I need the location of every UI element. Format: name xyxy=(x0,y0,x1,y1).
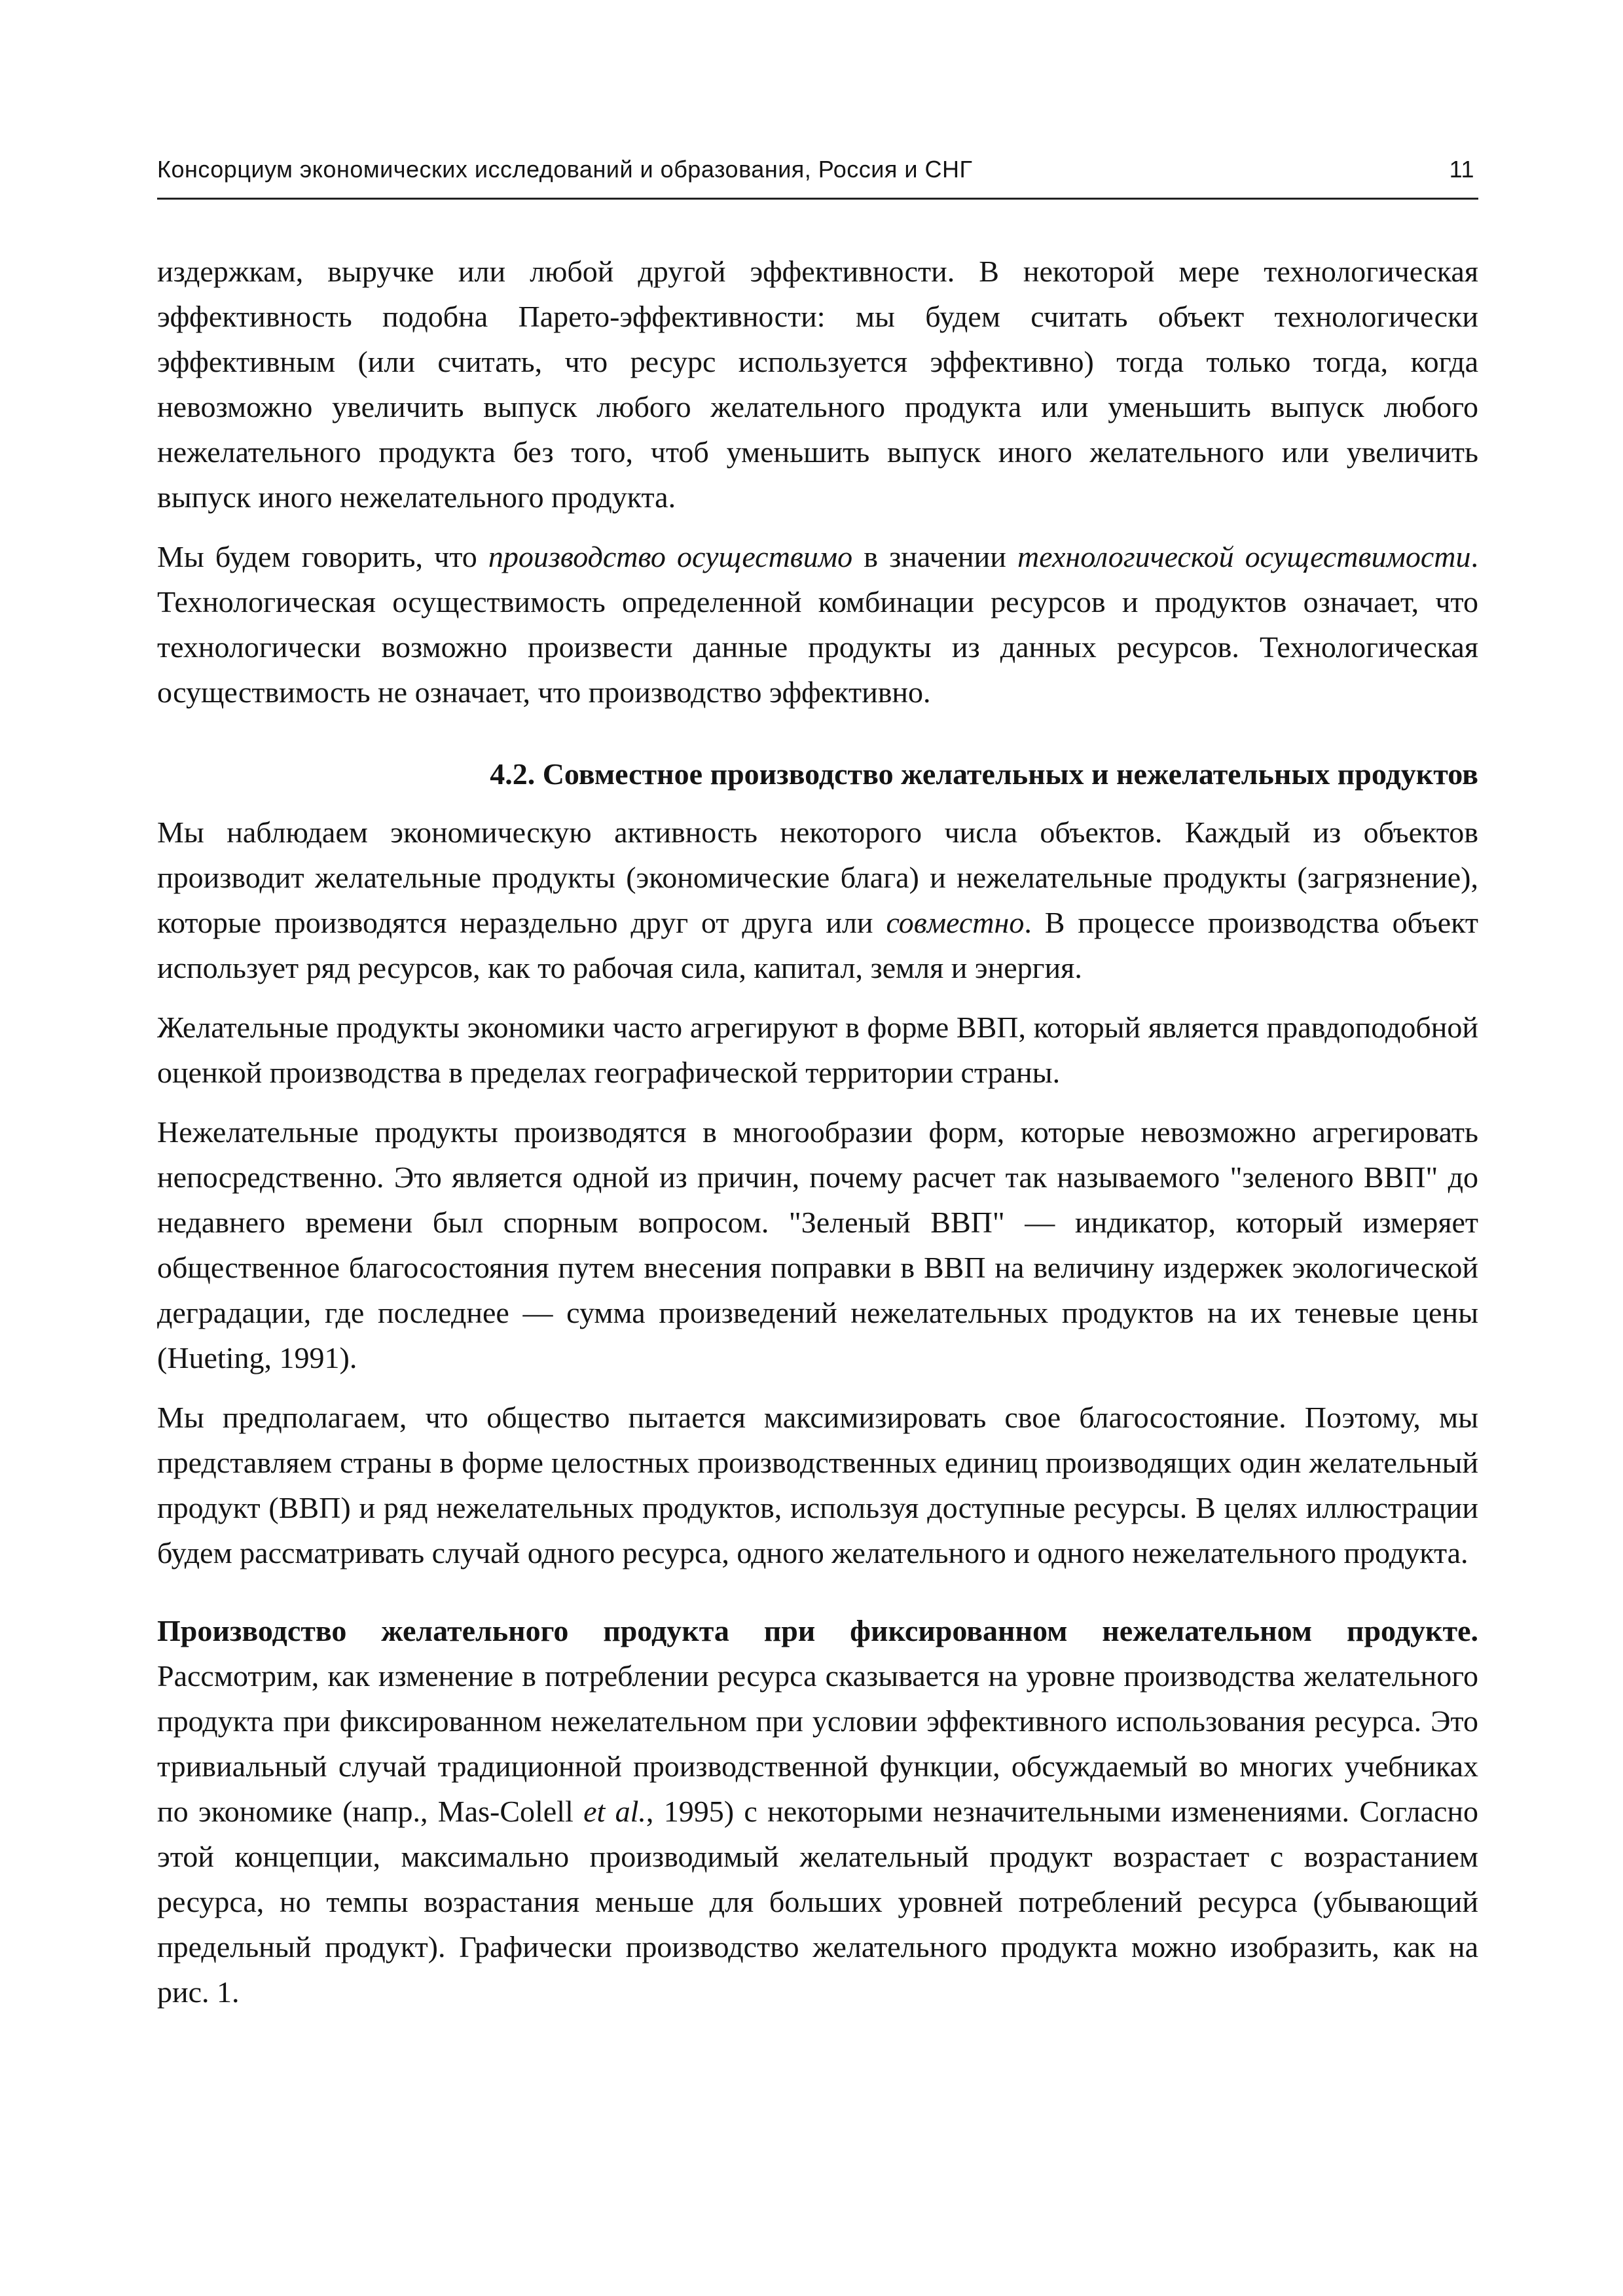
paragraph-2-text-c: . Технологическая осуществимость определенной комбинации ресурсов и продуктов означает, что технологически возможно произвести данные продукты из данных ресурсов. Технологическая осуществимость не означает, что производство эффективно. xyxy=(157,540,1478,709)
body-text xyxy=(157,249,1478,2029)
paragraph-5-text: Нежелательные продукты производятся в многообразии форм, которые невозможно агрегировать непосредственно. Это является одной из причин, почему расчет так называемого "зеленого ВВП" до недавнего времени был спорным вопросом. "Зеленый ВВП" — индикатор, который измеряет общественное благосостояния путем внесения поправки в ВВП на величину издержек экологической деградации, где последнее — сумма произведений нежелательных продуктов на их теневые цены (Hueting, 1991). xyxy=(157,1115,1478,1374)
paragraph-2-text-b: в значении xyxy=(852,540,1017,573)
paragraph-6 xyxy=(157,1395,1478,1575)
term-et-al: et al. xyxy=(583,1795,646,1828)
paragraph-3 xyxy=(157,810,1478,990)
paragraph-4-text: Желательные продукты экономики часто агрегируют в форме ВВП, который является правдоподобной оценкой производства в пределах географической территории страны. xyxy=(157,1011,1478,1089)
paragraph-3-text-a: Мы наблюдаем экономическую активность некоторого числа объектов. Каждый из объектов производит желательные продукты (экономические блага) и нежелательные продукты (загрязнение), которые производятся нераздельно друг от друга или xyxy=(157,816,1478,939)
paragraph-2-text-a: Мы будем говорить, что xyxy=(157,540,488,573)
paragraph-5 xyxy=(157,1109,1478,1380)
term-jointly: совместно xyxy=(886,906,1025,939)
paragraph-4 xyxy=(157,1005,1478,1095)
paragraph-3-text-b: . В процессе производства объект использует ряд ресурсов, как то рабочая сила, капитал, земля и энергия. xyxy=(157,906,1478,984)
paragraph-6-text: Мы предполагаем, что общество пытается максимизировать свое благосостояние. Поэтому, мы представляем страны в форме целостных производственных единиц производящих один желательный продукт (ВВП) и ряд нежелательных продуктов, используя доступные ресурсы. В целях иллюстрации будем рассматривать случай одного ресурса, одного желательного и одного нежелательного продукта. xyxy=(157,1401,1478,1570)
term-feasible-production: производство осуществимо xyxy=(488,540,853,573)
paragraph-7-lead: Производство желательного продукта при фиксированном нежелательном продукте. xyxy=(157,1614,1478,1647)
document-page xyxy=(157,0,1478,2296)
paragraph-1-text: издержкам, выручке или любой другой эффективности. В некоторой мере технологическая эффективность подобна Парето-эффективности: мы будем считать объект технологически эффективным (или считать, что ресурс используется эффективно) тогда только тогда, когда невозможно увеличить выпуск любого желательного продукта или уменьшить выпуск любого нежелательного продукта без того, чтоб уменьшить выпуск иного желательного или увеличить выпуск иного нежелательного продукта. xyxy=(157,255,1478,514)
section-heading: 4.2. Совместное производство желательных и нежелательных продуктов xyxy=(490,757,1478,791)
paragraph-1 xyxy=(157,249,1478,520)
paragraph-7 xyxy=(157,1608,1478,2015)
header-title: Консорциум экономических исследований и образования, Россия и СНГ xyxy=(157,156,973,183)
page-number: 11 xyxy=(1449,156,1474,183)
paragraph-2 xyxy=(157,534,1478,715)
paragraph-7-text-b: , 1995) с некоторыми незначительными изменениями. Согласно этой концепции, максимально производимый желательный продукт возрастает с возрастанием ресурса, но темпы возрастания меньше для больших уровней потреблений ресурса (убывающий предельный продукт). Графически производство желательного продукта можно изобразить, как на рис. 1. xyxy=(157,1795,1478,2009)
term-technological-feasibility: технологической осуществимости xyxy=(1017,540,1471,573)
paragraph-7-text-a: Рассмотрим, как изменение в потреблении ресурса сказывается на уровне производства желательного продукта при фиксированном нежелательном при условии эффективного использования ресурса. Это тривиальный случай традиционной производственной функции, обсуждаемый во многих учебниках по экономике (напр., Mas-Colell xyxy=(157,1659,1478,1828)
running-header xyxy=(157,152,1478,200)
